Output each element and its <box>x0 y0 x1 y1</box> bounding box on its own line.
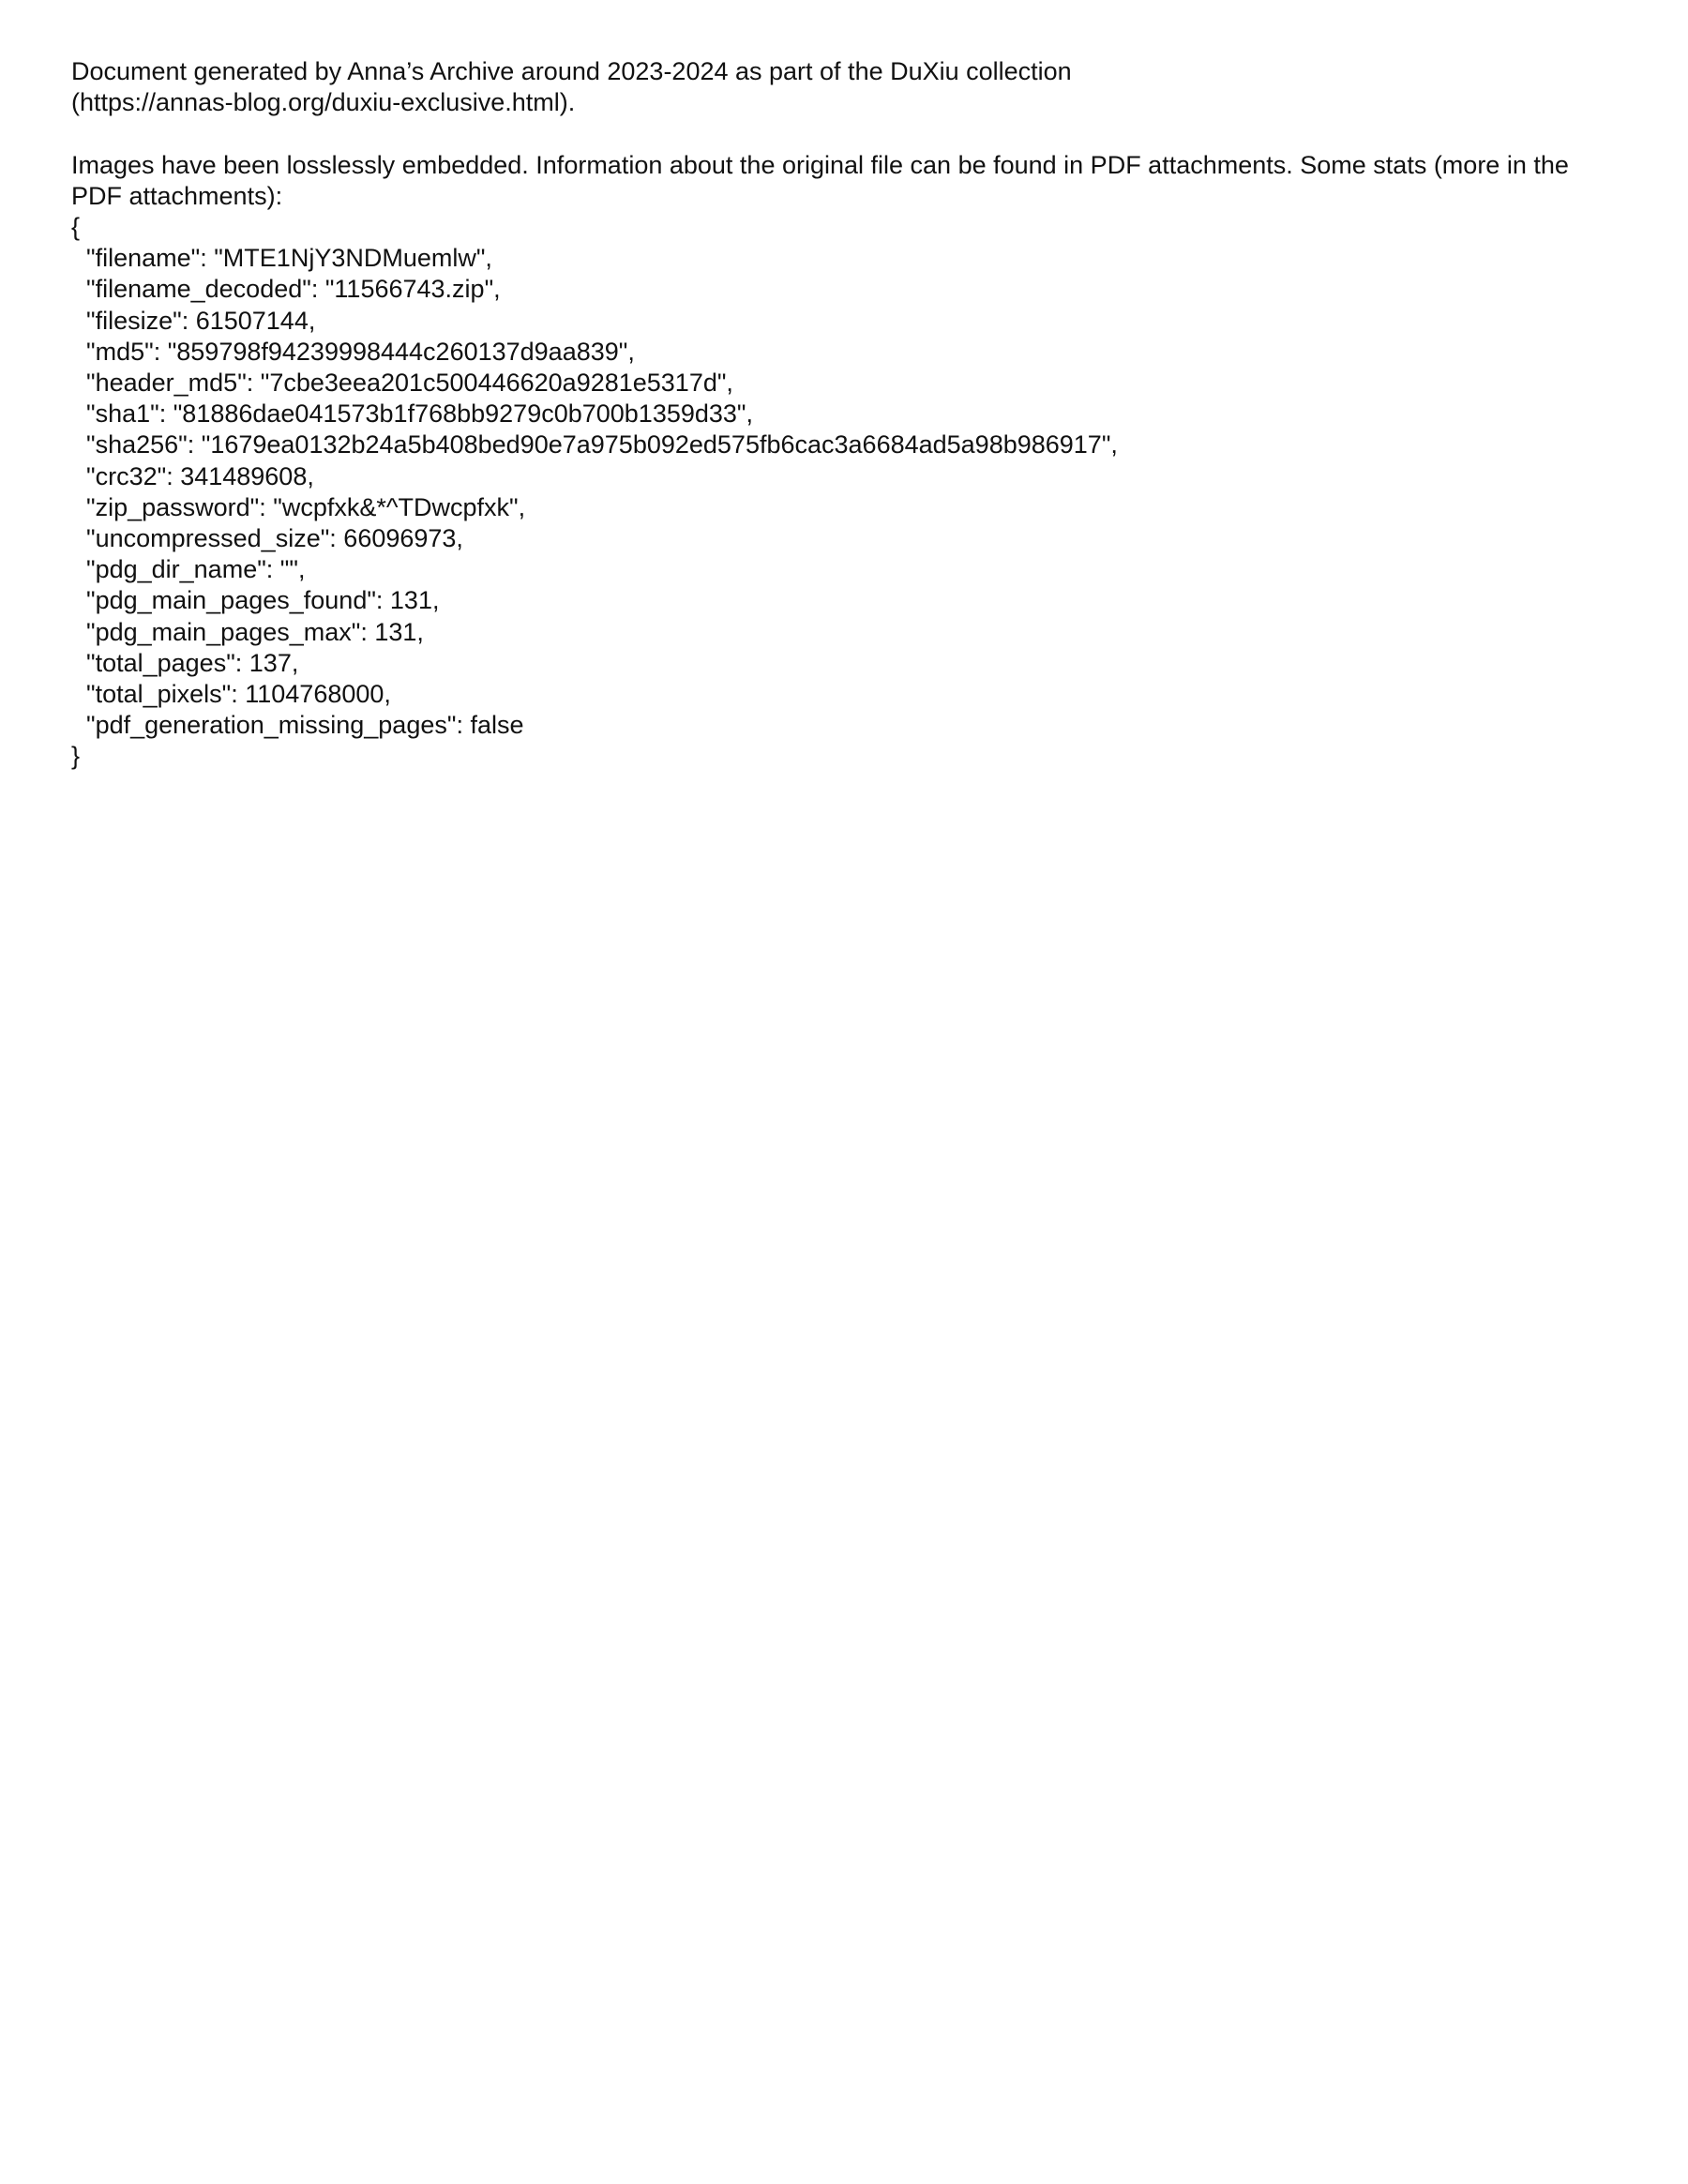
note-line-1: Images have been losslessly embedded. Information about the original file can be found in PDF attachments. Some stats (more in the <box>71 150 1569 179</box>
intro-line-2: (https://annas-blog.org/duxiu-exclusive.html). <box>71 88 576 117</box>
stats-line: "pdg_main_pages_max": 131, <box>86 617 424 646</box>
stats-line: "total_pixels": 1104768000, <box>86 680 391 709</box>
stats-line: "filename_decoded": "11566743.zip", <box>86 275 501 304</box>
stats-line: "sha1": "81886dae041573b1f768bb9279c0b700b1359d33", <box>86 399 754 429</box>
stats-line: "total_pages": 137, <box>86 648 299 677</box>
stats-line: "zip_password": "wcpfxk&*^TDwcpfxk", <box>86 492 526 521</box>
stats-line: "filename": "MTE1NjY3NDMuemlw", <box>86 244 492 273</box>
stats-line: "crc32": 341489608, <box>86 461 314 490</box>
json-open-brace: { <box>71 213 81 241</box>
note-line-2: PDF attachments): <box>71 181 283 210</box>
stats-line: "pdf_generation_missing_pages": false <box>86 711 524 740</box>
stats-line: "uncompressed_size": 66096973, <box>86 524 463 553</box>
stats-line: "md5": "859798f94239998444c260137d9aa839", <box>86 337 635 366</box>
stats-line: "pdg_main_pages_found": 131, <box>86 586 440 615</box>
stats-line: "filesize": 61507144, <box>86 306 316 335</box>
stats-line: "sha256": "1679ea0132b24a5b408bed90e7a975b092ed575fb6cac3a6684ad5a98b986917", <box>86 430 1118 459</box>
stats-line: "header_md5": "7cbe3eea201c500446620a9281e5317d", <box>86 369 733 398</box>
stats-line: "pdg_dir_name": "", <box>86 555 306 584</box>
json-close-brace: } <box>71 742 81 771</box>
document-body <box>71 56 1628 773</box>
intro-line-1: Document generated by Anna’s Archive around 2023-2024 as part of the DuXiu collection <box>71 57 1072 85</box>
paragraph-spacer <box>71 118 1628 149</box>
